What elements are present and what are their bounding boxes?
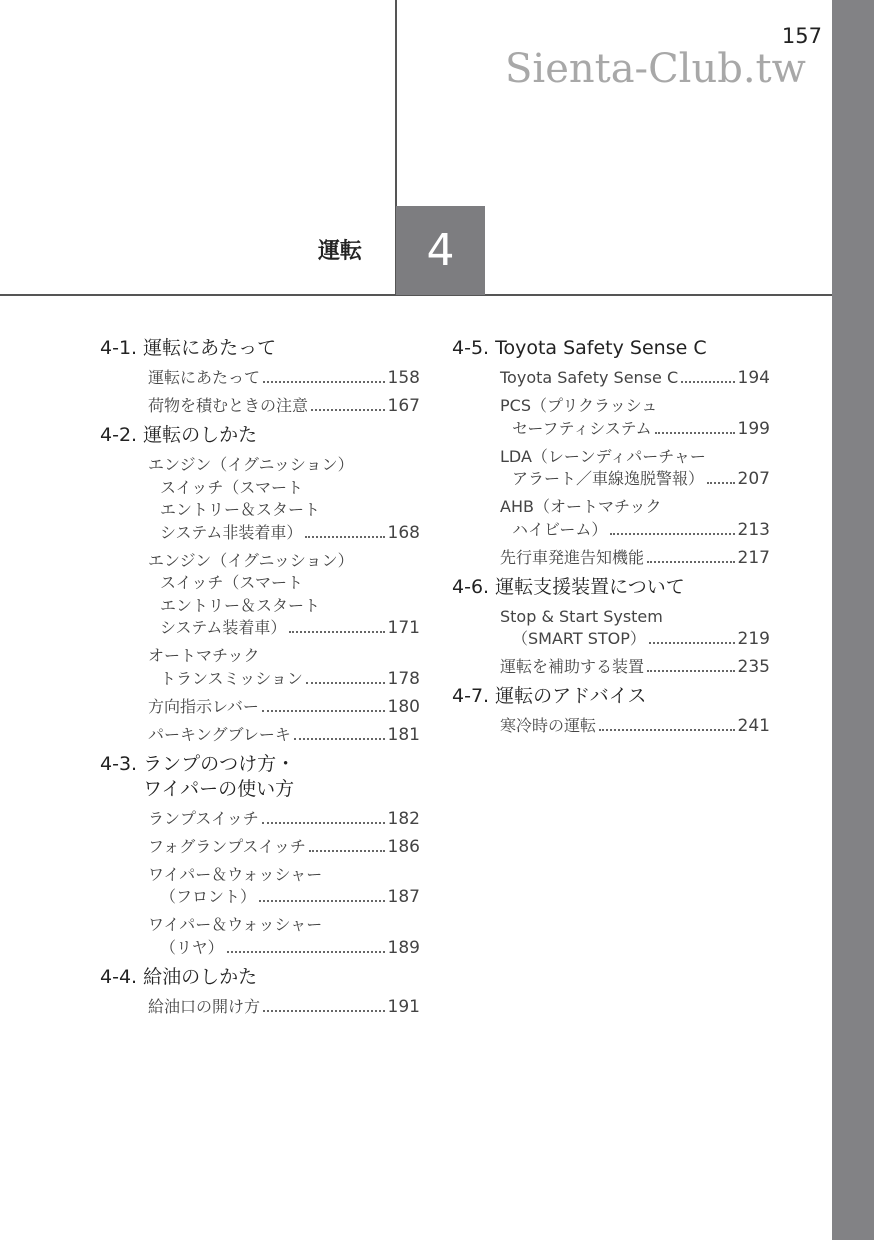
entry-page-number: 219 xyxy=(737,629,770,649)
entry-last-line xyxy=(500,367,770,390)
entry-text: エントリー＆スタート xyxy=(160,500,321,519)
entry-text: スイッチ（スマート xyxy=(160,573,304,592)
toc-column-left xyxy=(100,336,420,1024)
section-heading[interactable] xyxy=(100,423,420,448)
entry-page-number: 178 xyxy=(387,668,420,689)
entry-text: 給油口の開け方 xyxy=(148,996,261,1016)
entry-last-line xyxy=(500,715,770,738)
section-heading[interactable] xyxy=(452,684,770,709)
entry-page-number: 171 xyxy=(387,618,420,638)
entry-page-number: 182 xyxy=(387,808,420,829)
entry-text: 荷物を積むときの注意 xyxy=(148,396,309,415)
section-title: 運転のアドバイス xyxy=(495,685,647,707)
section-heading[interactable] xyxy=(100,965,420,990)
entry-page-number: 217 xyxy=(737,547,770,568)
toc-entry[interactable] xyxy=(148,454,420,544)
toc-entry[interactable] xyxy=(148,724,420,747)
toc-entry[interactable] xyxy=(148,645,420,690)
entry-last-line xyxy=(148,367,420,390)
dot-leader xyxy=(259,900,385,902)
chapter-number-box xyxy=(396,206,485,295)
entry-text: スイッチ（スマート xyxy=(160,477,304,497)
toc-section xyxy=(100,336,420,418)
entry-last-line xyxy=(148,617,420,640)
entry-text: 運転を補助する装置 xyxy=(500,657,645,676)
toc-entry[interactable] xyxy=(148,914,420,959)
entry-page-number: 199 xyxy=(737,418,770,439)
entry-text: ワイパー＆ウォッシャー xyxy=(148,915,323,934)
toc-entry[interactable] xyxy=(500,395,770,440)
chapter-side-tab xyxy=(832,0,874,1240)
toc-entry[interactable] xyxy=(148,808,420,831)
entry-page-number: 213 xyxy=(737,519,770,540)
toc-section xyxy=(100,752,420,960)
toc-entry[interactable] xyxy=(500,656,770,679)
entry-last-line xyxy=(148,724,420,747)
toc-section xyxy=(452,575,770,679)
dot-leader xyxy=(649,642,735,644)
entry-text: PCS（プリクラッシュ xyxy=(500,396,658,415)
entry-text: ランプスイッチ xyxy=(148,808,259,828)
toc-entry[interactable] xyxy=(148,864,420,909)
toc-entry[interactable] xyxy=(500,715,770,738)
section-number: 4-5. xyxy=(452,337,490,359)
dot-leader xyxy=(599,729,735,731)
entry-last-line xyxy=(148,937,420,960)
entry-last-line xyxy=(148,696,420,719)
entry-page-number: 186 xyxy=(387,836,420,857)
entry-last-line xyxy=(500,468,770,491)
entry-text: アラート／車線逸脱警報） xyxy=(512,469,705,488)
entry-last-line xyxy=(148,886,420,909)
chapter-title: 運転 xyxy=(317,239,362,264)
dot-leader xyxy=(647,670,735,672)
toc-section xyxy=(452,684,770,738)
entry-last-line xyxy=(148,996,420,1019)
section-title: ランプのつけ方・ ワイパーの使い方 xyxy=(143,752,296,800)
toc-section xyxy=(100,423,420,746)
entry-last-line xyxy=(500,418,770,441)
entry-text: AHB（オートマチック xyxy=(500,497,662,516)
entry-last-line xyxy=(500,547,770,570)
dot-leader xyxy=(311,409,385,411)
section-number: 4-6. xyxy=(452,575,490,598)
dot-leader xyxy=(263,1010,385,1012)
entry-page-number: 194 xyxy=(737,368,770,388)
entry-text: トランスミッション xyxy=(160,668,303,688)
section-title: 運転のしかた xyxy=(143,424,258,446)
section-title: Toyota Safety Sense C xyxy=(495,337,707,359)
entry-page-number: 191 xyxy=(387,996,420,1017)
entry-last-line xyxy=(500,519,770,542)
entry-page-number: 168 xyxy=(387,522,420,543)
entry-text: 寒冷時の運転 xyxy=(500,716,597,735)
toc-entry[interactable] xyxy=(500,606,770,651)
dot-leader xyxy=(289,631,384,633)
entry-text: パーキングブレーキ xyxy=(148,724,291,744)
toc-entry[interactable] xyxy=(148,696,420,719)
section-title: 運転支援装置について xyxy=(495,575,685,598)
entry-text: フォグランプスイッチ xyxy=(148,836,306,856)
entry-text: 方向指示レバー xyxy=(148,696,259,716)
section-number: 4-2. xyxy=(100,424,138,446)
toc-column-right xyxy=(452,336,770,743)
dot-leader xyxy=(227,951,385,953)
entry-page-number: 235 xyxy=(737,657,770,677)
entry-text: （リヤ） xyxy=(160,937,224,957)
entry-last-line xyxy=(148,808,420,831)
entry-text: 運転にあたって xyxy=(148,368,261,387)
dot-leader xyxy=(306,682,385,684)
dot-leader xyxy=(309,850,385,852)
entry-text: （SMART STOP） xyxy=(512,629,646,648)
dot-leader xyxy=(681,381,734,383)
dot-leader xyxy=(707,482,735,484)
entry-page-number: 241 xyxy=(737,716,770,736)
entry-page-number: 180 xyxy=(387,696,420,717)
dot-leader xyxy=(262,822,385,824)
section-heading[interactable] xyxy=(452,575,770,600)
dot-leader xyxy=(263,381,385,383)
entry-text: Stop & Start System xyxy=(500,606,663,626)
entry-text: セーフティシステム xyxy=(512,418,652,438)
dot-leader xyxy=(294,738,385,740)
entry-text: システム装着車） xyxy=(160,618,287,637)
entry-page-number: 187 xyxy=(387,887,420,907)
section-title: 運転にあたって xyxy=(143,337,277,359)
dot-leader xyxy=(655,432,735,434)
toc-entry[interactable] xyxy=(148,996,420,1019)
entry-text: オートマチック xyxy=(148,646,260,665)
section-number: 4-3. xyxy=(100,752,138,775)
entry-text: エンジン（イグニッション） xyxy=(148,550,354,570)
toc-entry[interactable] xyxy=(500,547,770,570)
section-title: 給油のしかた xyxy=(143,965,258,988)
entry-text: エントリー＆スタート xyxy=(160,595,321,615)
dot-leader xyxy=(610,533,734,535)
entry-text: エンジン（イグニッション） xyxy=(148,455,354,474)
entry-page-number: 167 xyxy=(387,396,420,416)
entry-text: ワイパー＆ウォッシャー xyxy=(148,864,323,884)
toc-section xyxy=(100,965,420,1019)
entry-page-number: 207 xyxy=(737,469,770,489)
entry-text: Toyota Safety Sense C xyxy=(500,368,679,387)
section-number: 4-1. xyxy=(100,337,138,359)
entry-text: ハイビーム） xyxy=(512,519,608,539)
entry-text: （フロント） xyxy=(160,887,257,906)
entry-page-number: 181 xyxy=(387,724,420,745)
entry-text: 先行車発進告知機能 xyxy=(500,547,645,567)
entry-last-line xyxy=(148,395,420,418)
section-heading[interactable] xyxy=(452,336,770,361)
entry-last-line xyxy=(148,668,420,691)
toc-entry[interactable] xyxy=(500,367,770,390)
entry-page-number: 158 xyxy=(387,368,420,388)
section-heading[interactable] xyxy=(100,336,420,361)
dot-leader xyxy=(262,710,385,712)
section-number: 4-7. xyxy=(452,685,490,707)
toc-entry[interactable] xyxy=(148,367,420,390)
toc-entry[interactable] xyxy=(500,496,770,541)
toc-section xyxy=(452,336,770,569)
page-number: 157 xyxy=(781,24,822,48)
section-heading[interactable] xyxy=(100,752,420,802)
watermark: Sienta-Club.tw xyxy=(505,46,806,92)
dot-leader xyxy=(305,536,384,538)
entry-text: システム非装着車） xyxy=(160,522,303,542)
toc-entry[interactable] xyxy=(148,836,420,859)
section-number: 4-4. xyxy=(100,965,138,988)
entry-page-number: 189 xyxy=(387,937,420,958)
entry-last-line xyxy=(148,836,420,859)
toc-entry[interactable] xyxy=(148,395,420,418)
toc-entry[interactable] xyxy=(148,550,420,640)
entry-text: LDA（レーンディパーチャー xyxy=(500,446,706,466)
entry-last-line xyxy=(500,628,770,651)
entry-last-line xyxy=(148,522,420,545)
toc-entry[interactable] xyxy=(500,446,770,491)
dot-leader xyxy=(647,561,735,563)
chapter-number: 4 xyxy=(426,225,455,276)
entry-last-line xyxy=(500,656,770,679)
